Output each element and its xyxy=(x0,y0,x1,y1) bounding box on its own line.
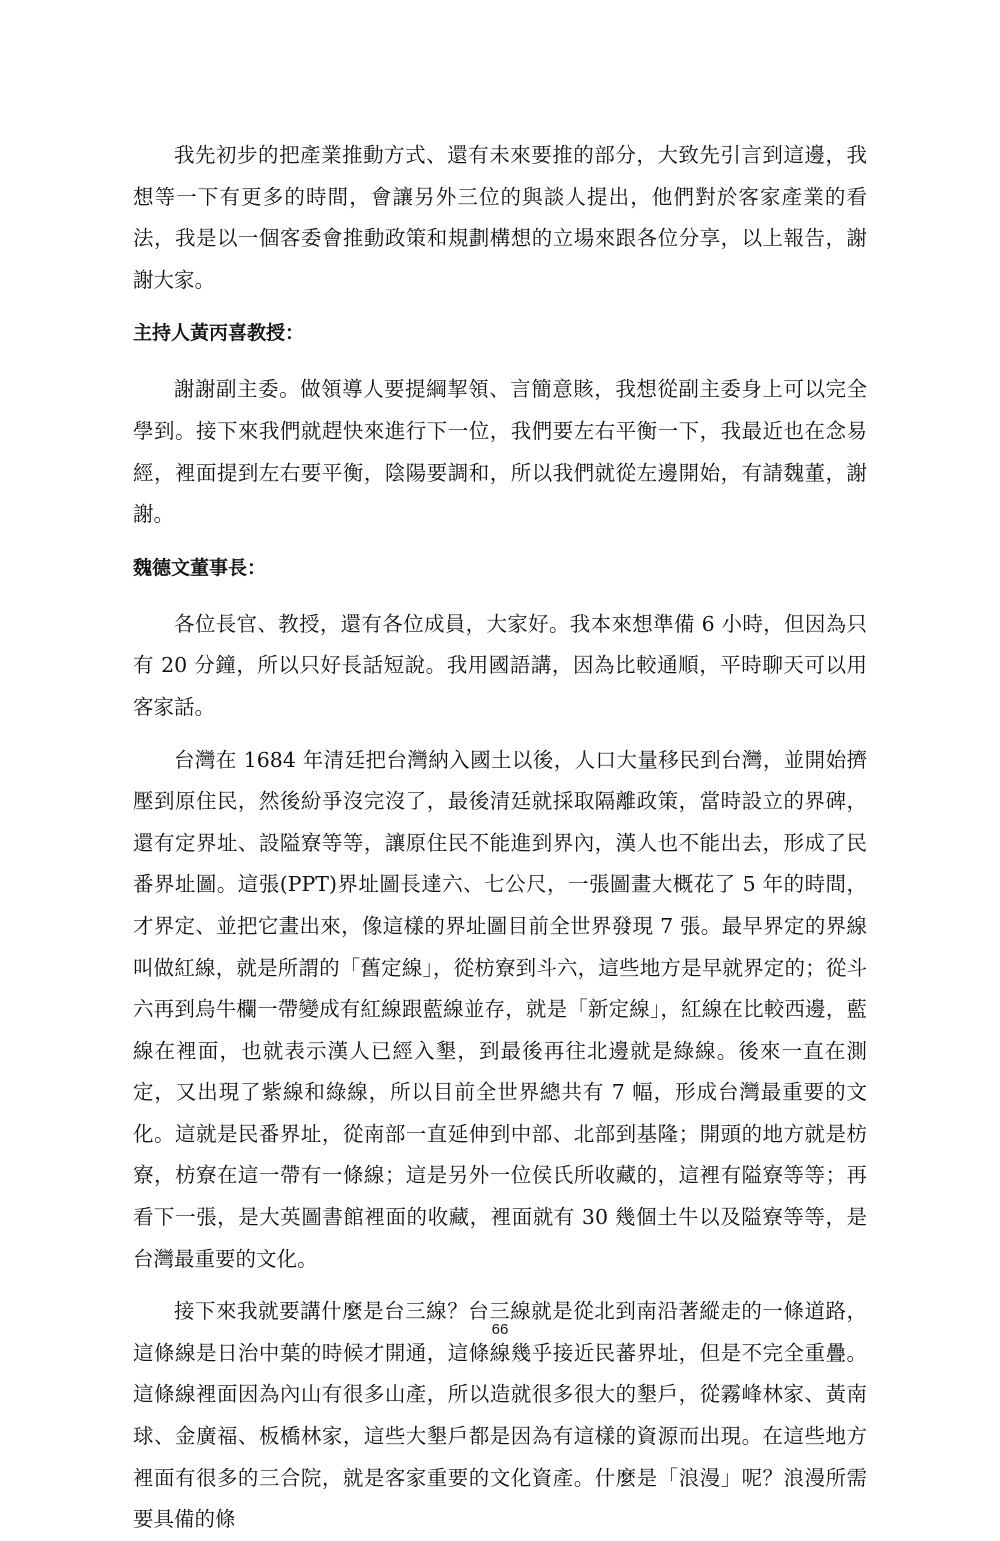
page-number: 66 xyxy=(491,1321,509,1338)
paragraph-provincial-highway-3: 接下來我就要講什麼是台三線？台三線就是從北到南沿著縱走的一條道路，這條線是日治中葉的時候才開通，這條線幾乎接近民蕃界址，但是不完全重疊。這條線裡面因為內山有很多山產，所以造就很多很大的墾戶，從霧峰林家、黃南球、金廣福、板橋林家，這些大墾戶都是因為有這樣的資源而出現。在這些地方裡面有很多的三合院，就是客家重要的文化資產。什麼是「浪漫」呢？浪漫所需要具備的條 xyxy=(133,1299,867,1532)
paragraph-chairman-greeting: 各位長官、教授，還有各位成員，大家好。我本來想準備 6 小時，但因為只有 20 分鐘，所以只好長話短說。我用國語講，因為比較通順，平時聊天可以用客家話。 xyxy=(133,611,867,719)
speaker-heading-chairman: 魏德文董事長： xyxy=(133,556,267,579)
paragraph-boundary-map-history: 台灣在 1684 年清廷把台灣納入國土以後，人口大量移民到台灣，並開始擠壓到原住民，然後紛爭沒完沒了，最後清廷就採取隔離政策，當時設立的界碑，還有定界址、設隘寮等等，讓原住民不能進到界內，漢人也不能出去，形成了民番界址圖。這張(PPT)界址圖長達六、七公尺，一張圖畫大概花了 5 年的時間，才界定、並把它畫出來，像這樣的界址圖目前全世界發現 7 張。最早界定的界線叫做紅線，就是所謂的「舊定線」，從枋寮到斗六，這些地方是早就界定的；從斗六再到烏牛欄一帶變成有紅線跟藍線並存，就是「新定線」，紅線在比較西邊，藍線在裡面，也就表示漢人已經入墾，到最後再往北邊就是綠線。後來一直在測定，又出現了紫線和綠線，所以目前全世界總共有 7 幅，形成台灣最重要的文化。這就是民番界址，從南部一直延伸到中部、北部到基隆；開頭的地方就是枋寮，枋寮在這一帶有一條線；這是另外一位侯氏所收藏的，這裡有隘寮等等；再看下一張，是大英圖書館裡面的收藏，裡面就有 30 幾個土牛以及隘寮等等，是台灣最重要的文化。 xyxy=(133,747,867,1271)
paragraph-host-transition: 謝謝副主委。做領導人要提綱挈領、言簡意賅，我想從副主委身上可以完全學到。接下來我們就趕快來進行下一位，我們要左右平衡一下，我最近也在念易經，裡面提到左右要平衡，陰陽要調和，所以我們就從左邊開始，有請魏董，謝謝。 xyxy=(133,377,867,527)
speaker-heading-host: 主持人黃丙喜教授： xyxy=(133,322,305,345)
paragraph-closing-remarks: 我先初步的把產業推動方式、還有未來要推的部分，大致先引言到這邊，我想等一下有更多的時間，會讓另外三位的與談人提出，他們對於客家產業的看法，我是以一個客委會推動政策和規劃構想的立場來跟各位分享，以上報告，謝謝大家。 xyxy=(133,143,867,292)
